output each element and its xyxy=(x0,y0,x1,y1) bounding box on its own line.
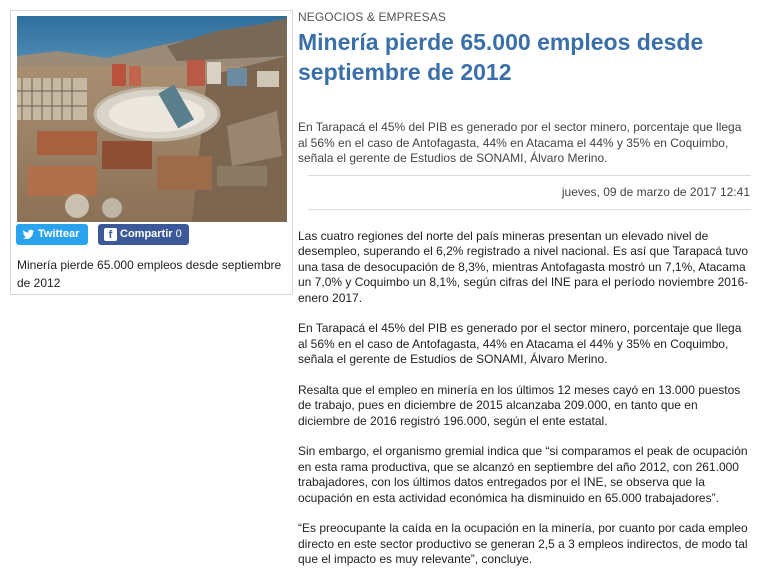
divider xyxy=(308,175,751,176)
twitter-share-button[interactable] xyxy=(16,224,88,245)
facebook-share-label: Compartir xyxy=(120,228,173,240)
section-label[interactable]: NEGOCIOS & EMPRESAS xyxy=(298,10,446,24)
facebook-share-count: 0 xyxy=(175,228,182,240)
twitter-share-label: Twittear xyxy=(38,228,80,240)
photo-card xyxy=(10,10,293,295)
twitter-bird-icon xyxy=(22,228,35,241)
divider xyxy=(308,209,751,210)
body-paragraph: Sin embargo, el organismo gremial indica que “si comparamos el peak de ocupación en esta rama productiva, que se alcanzó en septiembre del año 2012, con 261.000 trabajadores, con los últimos datos entregados por el INE, se observa que la ocupación en esta actividad económica ha disminuido en 65.000 trabajadores”. xyxy=(298,444,748,505)
article-photo xyxy=(17,16,287,222)
mining-plant-photo xyxy=(17,16,287,222)
article-title: Minería pierde 65.000 empleos desde septiembre de 2012 xyxy=(298,29,704,85)
article xyxy=(298,10,751,583)
article-lead: En Tarapacá el 45% del PIB es generado por el sector minero, porcentaje que llega al 56% en el caso de Antofagasta, 44% en Atacama el 44% y 35% en Coquimbo, señala el gerente de Estudios de SONAMI, Álvaro Merino. xyxy=(298,120,742,165)
body-paragraph: “Es preocupante la caída en la ocupación en la minería, por cuanto por cada empleo directo en este sector productivo se generan 2,5 a 3 empleos indirectos, de modo tal que el impacto es muy relevante”, concluye. xyxy=(298,521,748,566)
facebook-share-button[interactable] xyxy=(98,224,189,245)
facebook-f-icon: f xyxy=(104,228,117,241)
body-paragraph: Las cuatro regiones del norte del país mineras presentan un elevado nivel de desempleo, superando el 6,2% registrado a nivel nacional. Es así que Tarapacá tuvo una tasa de desocupación de 8,3%, mientras Antofagasta mostró un 7,1%, Atacama un 7,0% y Coquimbo un 8,1%, según cifras del INE para el período noviembre 2016-enero 2017. xyxy=(298,228,749,305)
article-body xyxy=(298,229,751,568)
body-paragraph: Resalta que el empleo en minería en los últimos 12 meses cayó en 13.000 puestos de trabajo, pues en diciembre de 2015 alcanzaba 209.000, en tanto que en diciembre de 2016 registró 196.000, según el ente estatal. xyxy=(298,382,741,428)
body-paragraph: En Tarapacá el 45% del PIB es generado por el sector minero, porcentaje que llega al 56% en el caso de Antofagasta, 44% en Atacama el 44% y 35% en Coquimbo, señala el gerente de Estudios de SONAMI, Álvaro Merino. xyxy=(298,321,742,366)
photo-caption: Minería pierde 65.000 empleos desde septiembre de 2012 xyxy=(17,258,282,290)
article-date: jueves, 09 de marzo de 2017 12:41 xyxy=(561,184,750,199)
